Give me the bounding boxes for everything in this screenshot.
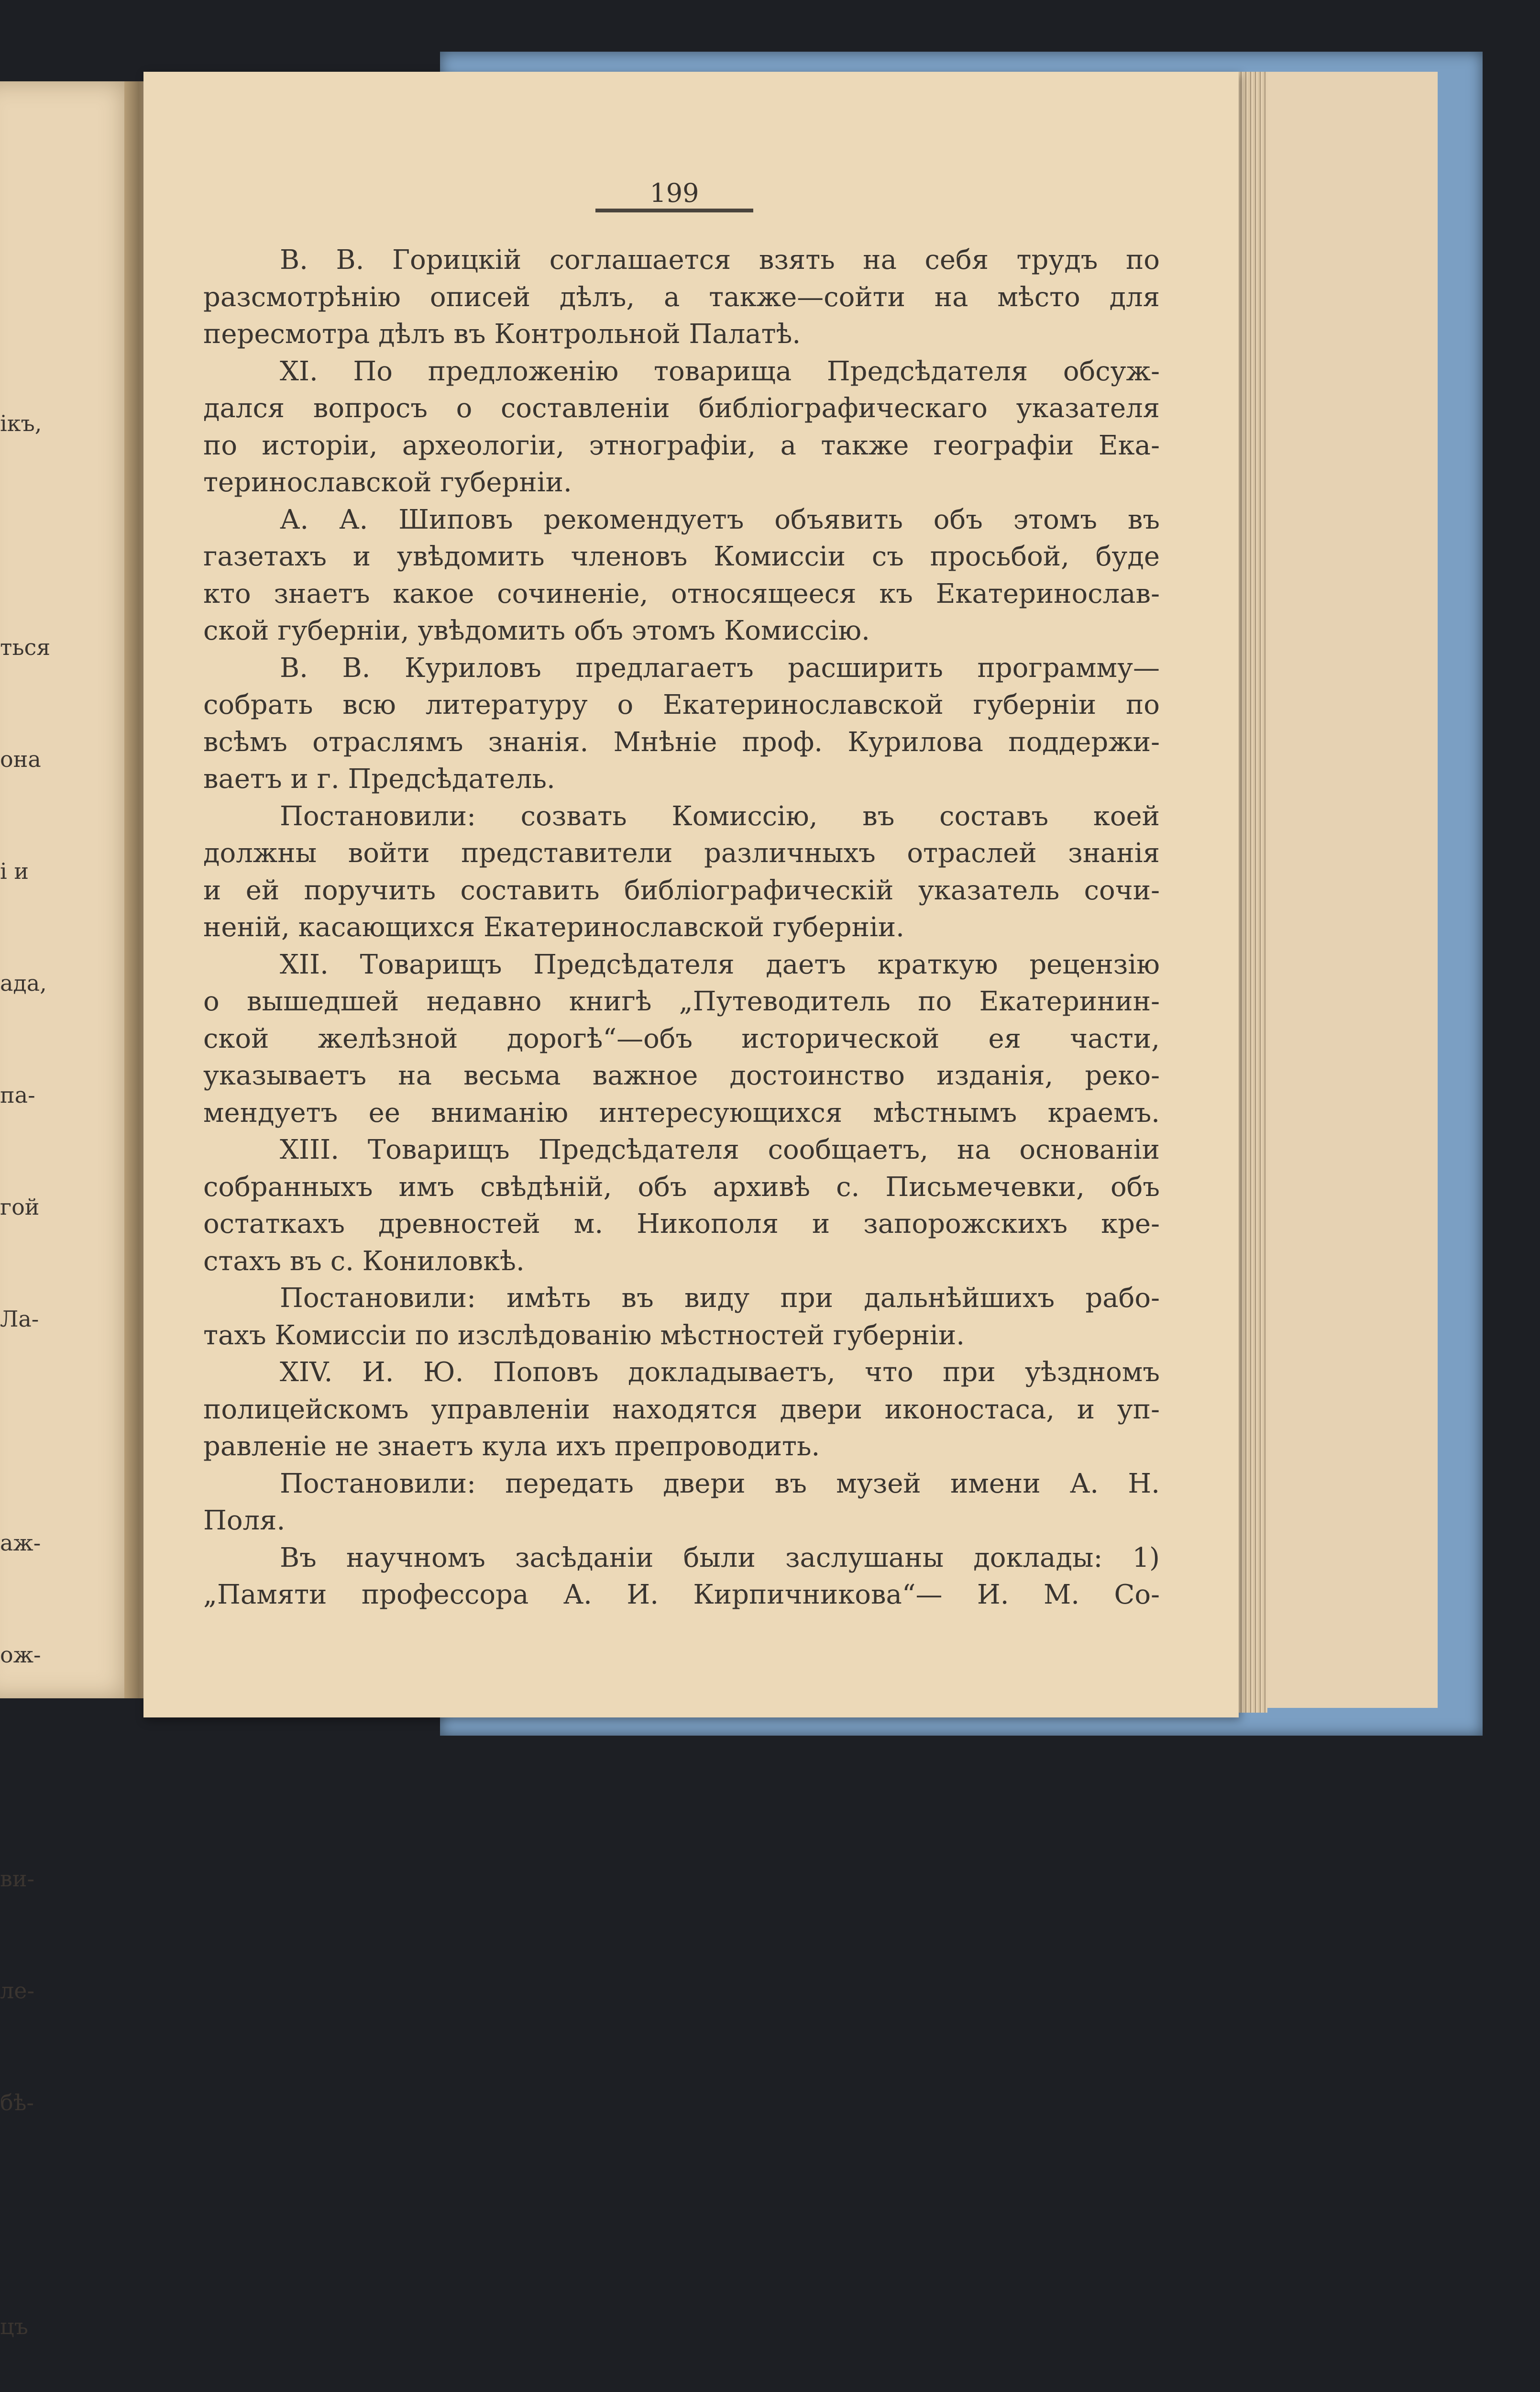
text-line: Постановили: передать двери въ музей имени А. Н.: [280, 1468, 1160, 1499]
text-line: мендуетъ ее вниманію интересующихся мѣстнымъ краемъ.: [203, 1097, 1160, 1129]
text-line: собрать всю литературу о Екатеринославской губерніи по: [203, 689, 1160, 720]
text-line: XIII. Товарищъ Предсѣдателя сообщаетъ, на основаніи: [280, 1134, 1160, 1165]
text-line: должны войти представители различныхъ отраслей знанія: [203, 838, 1160, 869]
left-line: аж-: [0, 1530, 41, 1556]
text-line: неній, касающихся Екатеринославской губерніи.: [203, 912, 904, 943]
text-line: В. В. Куриловъ предлагаетъ расширить программу—: [280, 652, 1160, 684]
left-line: бѣ-: [0, 2090, 34, 2115]
text-line: стахъ въ с. Кониловкѣ.: [203, 1245, 525, 1277]
left-line: цъ: [0, 2314, 28, 2339]
text-line: XIV. И. Ю. Поповъ докладываетъ, что при уѣздномъ: [280, 1357, 1160, 1388]
text-line: Въ научномъ засѣданіи были заслушаны доклады: 1): [280, 1542, 1160, 1573]
left-line: ож-: [0, 1642, 41, 1668]
text-line: собранныхъ имъ свѣдѣній, объ архивѣ с. Письмечевки, объ: [203, 1171, 1160, 1203]
text-line: XII. Товарищъ Предсѣдателя даетъ краткую рецензію: [280, 949, 1160, 980]
text-line: разсмотрѣнію описей дѣлъ, а также—сойти на мѣсто для: [203, 281, 1160, 313]
text-line: о вышедшей недавно книгѣ „Путеводитель по Екатеринин-: [203, 986, 1160, 1017]
text-line: дался вопросъ о составленіи библіографическаго указателя: [203, 393, 1160, 424]
text-line: ской губерніи, увѣдомить объ этомъ Комиссію.: [203, 615, 870, 646]
text-line: полицейскомъ управленіи находятся двери иконостаса, и уп-: [203, 1394, 1160, 1425]
left-line: она: [0, 746, 41, 772]
text-line: по исторіи, археологіи, этнографіи, а также географіи Ека-: [203, 430, 1160, 461]
text-line: указываетъ на весьма важное достоинство изданія, реко-: [203, 1060, 1160, 1091]
left-line: [0, 517, 57, 554]
left-page-text: [0, 330, 57, 2392]
left-line: гой: [0, 1194, 40, 1220]
text-line: ваетъ и г. Предсѣдатель.: [203, 764, 555, 795]
left-line: Ла-: [0, 1306, 39, 1332]
text-line: пересмотра дѣлъ въ Контрольной Палатѣ.: [203, 319, 801, 350]
page-stack: [1243, 72, 1438, 1708]
left-line: ви-: [0, 1866, 35, 1892]
left-line: [0, 2196, 57, 2233]
text-line: всѣмъ отраслямъ знанія. Мнѣніе проф. Курилова поддержи-: [203, 726, 1160, 758]
text-line: тахъ Комиссіи по изслѣдованію мѣстностей губерніи.: [203, 1319, 965, 1351]
page-number-rule: [595, 209, 753, 212]
left-line: па-: [0, 1082, 35, 1108]
left-line: ікъ,: [0, 410, 42, 436]
page-number: 199: [649, 178, 699, 208]
left-facing-page: [0, 81, 143, 2339]
text-line: XI. По предложенію товарища Предсѣдателя обсуж-: [280, 355, 1160, 387]
text-line: Постановили: имѣть въ виду при дальнѣйшихъ рабо-: [280, 1283, 1160, 1314]
text-line: Поля.: [203, 1505, 286, 1536]
text-line: Постановили: созвать Комиссію, въ составъ коей: [280, 800, 1160, 832]
text-line: теринославской губерніи.: [203, 467, 572, 498]
left-line: ле-: [0, 1978, 34, 2004]
page-edges: [1239, 72, 1267, 1713]
text-line: кто знаетъ какое сочиненіе, относящееся къ Екатеринослав-: [203, 578, 1160, 609]
text-line: А. А. Шиповъ рекомендуетъ объявить объ этомъ въ: [280, 504, 1160, 535]
left-line: [0, 1412, 57, 1450]
left-line: ада,: [0, 970, 47, 996]
text-line: остаткахъ древностей м. Никополя и запорожскихъ кре-: [203, 1208, 1160, 1240]
text-line: „Памяти профессора А. И. Кирпичникова“— И. М. Со-: [203, 1579, 1160, 1610]
text-line: газетахъ и увѣдомить членовъ Комиссіи съ просьбой, буде: [203, 541, 1160, 572]
page-body: [203, 242, 1160, 1614]
left-line: [0, 1748, 57, 1785]
left-line: і и: [0, 858, 29, 884]
text-line: В. В. Горицкій соглашается взять на себя трудъ по: [280, 244, 1160, 276]
text-line: ской желѣзной дорогѣ“—объ исторической ея части,: [203, 1023, 1160, 1054]
text-line: равленіе не знаетъ кула ихъ препроводить.: [203, 1431, 820, 1462]
left-line: ться: [0, 634, 51, 660]
text-line: и ей поручить составить библіографическій указатель сочи-: [203, 875, 1160, 906]
